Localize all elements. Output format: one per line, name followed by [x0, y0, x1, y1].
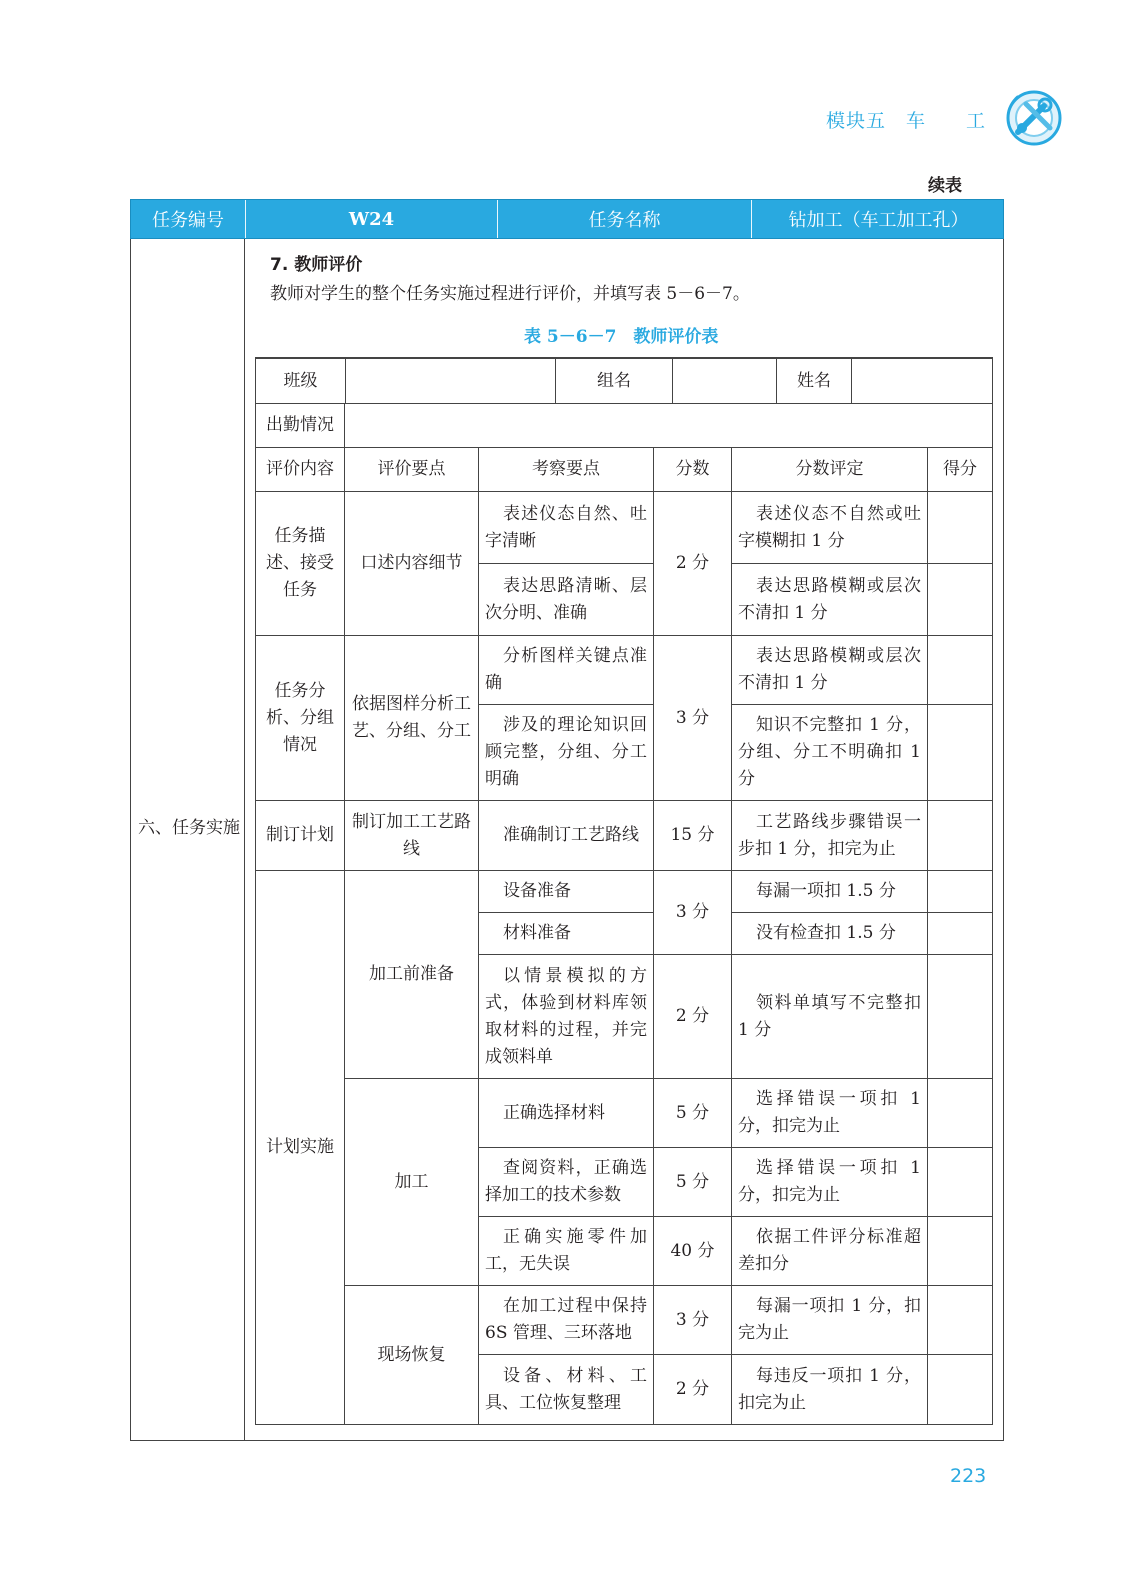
- result-cell[interactable]: [928, 1079, 993, 1148]
- result-cell[interactable]: [928, 1355, 993, 1425]
- score-cell: 40 分: [654, 1217, 732, 1286]
- class-field[interactable]: [346, 359, 556, 403]
- content-cell: 任务描述、接受任务: [256, 492, 345, 636]
- check-cell: 表述仪态自然、吐字清晰: [479, 492, 654, 564]
- table-row: [256, 636, 993, 705]
- continued-label: 续表: [928, 176, 962, 196]
- table-row: [256, 1079, 993, 1148]
- step-description: 教师对学生的整个任务实施过程进行评价，并填写表 5－6－7。: [270, 284, 750, 304]
- section-divider: [244, 239, 245, 1441]
- rule-cell: 没有检查扣 1.5 分: [732, 913, 928, 955]
- check-cell: 以情景模拟的方式，体验到材料库领取材料的过程，并完成领料单: [479, 955, 654, 1079]
- attendance-row: [256, 404, 993, 448]
- point-cell: 依据图样分析工艺、分组、分工: [345, 636, 479, 801]
- task-name-value: 钻加工（车工加工孔）: [788, 210, 969, 231]
- score-cell: 2 分: [654, 1355, 732, 1425]
- rule-cell: 表述仪态不自然或吐字模糊扣 1 分: [732, 492, 928, 564]
- table-row: [256, 871, 993, 913]
- score-cell: 2 分: [654, 955, 732, 1079]
- rule-cell: 表达思路模糊或层次不清扣 1 分: [732, 564, 928, 636]
- info-row: [256, 358, 993, 404]
- score-cell: 3 分: [654, 871, 732, 955]
- name-field[interactable]: [852, 359, 992, 403]
- check-cell: 分析图样关键点准确: [479, 636, 654, 705]
- task-name-label: 任务名称: [588, 210, 661, 231]
- header-cell: 分数: [654, 448, 732, 492]
- check-cell: 设备、材料、工具、工位恢复整理: [479, 1355, 654, 1425]
- table-row: [256, 801, 993, 871]
- point-cell: 制订加工工艺路线: [345, 801, 479, 871]
- content-cell: 制订计划: [256, 801, 345, 871]
- header-cell: 考察要点: [479, 448, 654, 492]
- table-row: [256, 492, 993, 564]
- result-cell[interactable]: [928, 871, 993, 913]
- result-cell[interactable]: [928, 801, 993, 871]
- rule-cell: 选择错误一项扣 1 分，扣完为止: [732, 1079, 928, 1148]
- point-cell: 现场恢复: [345, 1286, 479, 1425]
- task-id-value: W24: [348, 208, 395, 230]
- table-row: [256, 1286, 993, 1355]
- table-caption: 表 5－6－7 教师评价表: [524, 327, 719, 347]
- result-cell[interactable]: [928, 955, 993, 1079]
- check-cell: 准确制订工艺路线: [479, 801, 654, 871]
- class-label: 班级: [256, 359, 346, 403]
- attendance-field[interactable]: [345, 404, 993, 448]
- content-cell: 任务分析、分组情况: [256, 636, 345, 801]
- check-cell: 查阅资料，正确选择加工的技术参数: [479, 1148, 654, 1217]
- point-cell: 加工前准备: [345, 871, 479, 1079]
- check-cell: 表达思路清晰、层次分明、准确: [479, 564, 654, 636]
- rule-cell: 每漏一项扣 1 分，扣完为止: [732, 1286, 928, 1355]
- result-cell[interactable]: [928, 1148, 993, 1217]
- section-label: 六、任务实施: [138, 818, 240, 838]
- score-cell: 3 分: [654, 636, 732, 801]
- result-cell[interactable]: [928, 705, 993, 801]
- module-title: 模块五 车 工: [826, 110, 987, 132]
- check-cell: 涉及的理论知识回顾完整，分组、分工明确: [479, 705, 654, 801]
- header-cell: 评价要点: [345, 448, 479, 492]
- result-cell[interactable]: [928, 636, 993, 705]
- result-cell[interactable]: [928, 913, 993, 955]
- point-cell: 口述内容细节: [345, 492, 479, 636]
- header-cell: 评价内容: [256, 448, 345, 492]
- group-field[interactable]: [673, 359, 777, 403]
- result-cell[interactable]: [928, 492, 993, 564]
- rule-cell: 每违反一项扣 1 分，扣完为止: [732, 1355, 928, 1425]
- task-id-label: 任务编号: [152, 210, 224, 231]
- result-cell[interactable]: [928, 1286, 993, 1355]
- step-title: 7. 教师评价: [270, 255, 363, 275]
- rule-cell: 工艺路线步骤错误一步扣 1 分，扣完为止: [732, 801, 928, 871]
- wrench-logo-icon: [1004, 88, 1064, 148]
- rule-cell: 表达思路模糊或层次不清扣 1 分: [732, 636, 928, 705]
- teacher-evaluation-table: [255, 357, 993, 1425]
- table-header-row: [256, 448, 993, 492]
- header-cell: 分数评定: [732, 448, 928, 492]
- group-label: 组名: [556, 359, 673, 403]
- rule-cell: 依据工件评分标准超差扣分: [732, 1217, 928, 1286]
- score-cell: 5 分: [654, 1079, 732, 1148]
- point-cell: 加工: [345, 1079, 479, 1286]
- score-cell: 3 分: [654, 1286, 732, 1355]
- check-cell: 材料准备: [479, 913, 654, 955]
- name-label: 姓名: [777, 359, 852, 403]
- check-cell: 在加工过程中保持 6S 管理、三环落地: [479, 1286, 654, 1355]
- content-cell: 计划实施: [256, 871, 345, 1425]
- check-cell: 正确实施零件加工，无失误: [479, 1217, 654, 1286]
- rule-cell: 选择错误一项扣 1 分，扣完为止: [732, 1148, 928, 1217]
- header-cell: 得分: [928, 448, 993, 492]
- score-cell: 5 分: [654, 1148, 732, 1217]
- rule-cell: 领料单填写不完整扣 1 分: [732, 955, 928, 1079]
- rule-cell: 知识不完整扣 1 分，分组、分工不明确扣 1 分: [732, 705, 928, 801]
- rule-cell: 每漏一项扣 1.5 分: [732, 871, 928, 913]
- check-cell: 设备准备: [479, 871, 654, 913]
- attendance-label: 出勤情况: [256, 404, 345, 448]
- task-header-bar: [130, 199, 1004, 239]
- result-cell[interactable]: [928, 1217, 993, 1286]
- result-cell[interactable]: [928, 564, 993, 636]
- check-cell: 正确选择材料: [479, 1079, 654, 1148]
- page-number: 223: [950, 1465, 987, 1487]
- score-cell: 2 分: [654, 492, 732, 636]
- score-cell: 15 分: [654, 801, 732, 871]
